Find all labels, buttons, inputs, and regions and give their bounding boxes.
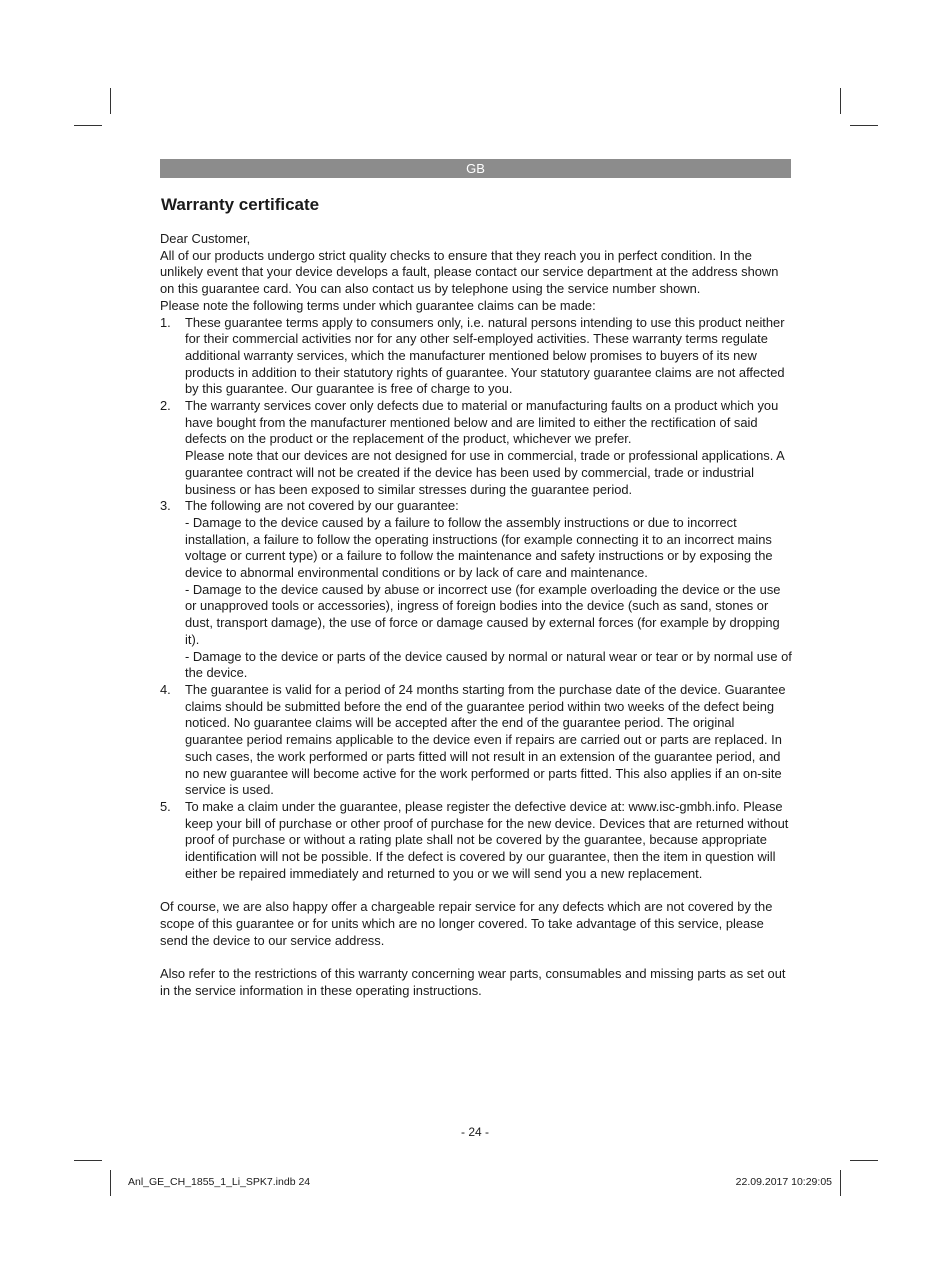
- closing-paragraph: Also refer to the restrictions of this warranty concerning wear parts, consumables and missing parts as set out in the service information in these operating instructions.: [160, 965, 786, 998]
- crop-mark: [850, 1160, 878, 1161]
- item-number: 2.: [160, 398, 171, 414]
- document-body: [160, 231, 792, 999]
- item-paragraph: - Damage to the device or parts of the device caused by normal or natural wear or tear or by normal use of the device.: [185, 648, 792, 681]
- crop-mark: [840, 1170, 841, 1196]
- intro-paragraph: Please note the following terms under which guarantee claims can be made:: [160, 297, 596, 313]
- item-number: 4.: [160, 681, 171, 697]
- crop-mark: [110, 88, 111, 114]
- item-paragraph: To make a claim under the guarantee, please register the defective device at: www.isc-gmbh.info. Please keep your bill of purchase or other proof of purchase for the new device. Devices that are returned without proof of purchase or without a rating plate shall not be covered by the guarantee, because appropriate identification will not be possible. If the defect is covered by our guarantee, then the item in question will either be repaired immediately and returned to you or we will send you a new replacement.: [185, 798, 789, 881]
- closing-paragraph: Of course, we are also happy offer a chargeable repair service for any defects which are not covered by the scope of this guarantee or for units which are no longer covered. To take advantage of this service, please send the device to our service address.: [160, 899, 773, 948]
- terms-item: [160, 682, 792, 799]
- item-paragraph: These guarantee terms apply to consumers only, i.e. natural persons intending to use this product neither for their commercial activities nor for any other self-employed activities. These warranty terms regulate additional warranty services, which the manufacturer mentioned below promises to buyers of its new products in addition to their statutory rights of guarantee. Your statutory guarantee claims are not affected by this guarantee. Our guarantee is free of charge to you.: [185, 314, 785, 397]
- crop-mark: [74, 125, 102, 126]
- terms-item: [160, 799, 792, 883]
- item-paragraph: The warranty services cover only defects due to material or manufacturing faults on a product which you have bought from the manufacturer mentioned below and are limited to either the rectification of said defects on the product or the replacement of the product, whichever we prefer.: [185, 398, 779, 447]
- crop-mark: [840, 88, 841, 114]
- crop-mark: [110, 1170, 111, 1196]
- crop-mark: [74, 1160, 102, 1161]
- terms-item: [160, 398, 792, 498]
- terms-item: [160, 498, 792, 682]
- intro-paragraph: All of our products undergo strict quality checks to ensure that they reach you in perfect condition. In the unlikely event that your device develops a fault, please contact our service department at the address shown on this guarantee card. You can also contact us by telephone using the service number shown.: [160, 247, 779, 297]
- item-paragraph: - Damage to the device caused by abuse or incorrect use (for example overloading the device or the use or unapproved tools or accessories), ingress of foreign bodies into the device (such as sand, stones or dust, transport damage), the use of force or damage caused by external forces (for example by dropping it).: [185, 581, 781, 647]
- footer-filename: Anl_GE_CH_1855_1_Li_SPK7.indb 24: [128, 1176, 311, 1188]
- item-paragraph: - Damage to the device caused by a failure to follow the assembly instructions or due to incorrect installation, a failure to follow the operating instructions (for example connecting it to an incorrect mains voltage or current type) or a failure to follow the maintenance and safety instructions or by exposing the device to abnormal environmental conditions or by lack of care and maintenance.: [185, 514, 773, 581]
- item-number: 5.: [160, 798, 171, 814]
- terms-list: [160, 315, 792, 883]
- item-number: 3.: [160, 498, 171, 514]
- item-paragraph: The following are not covered by our guarantee:: [185, 498, 459, 514]
- crop-mark: [850, 125, 878, 126]
- language-bar: [160, 159, 791, 178]
- page-number: - 24 -: [460, 1125, 489, 1139]
- terms-item: [160, 315, 792, 399]
- salutation: Dear Customer,: [160, 231, 251, 246]
- item-number: 1.: [160, 314, 171, 330]
- item-paragraph: Please note that our devices are not designed for use in commercial, trade or professional applications. A guarantee contract will not be created if the device has been used by commercial, trade or industrial business or has been exposed to similar stresses during the guarantee period.: [185, 448, 785, 497]
- footer-timestamp: 22.09.2017 10:29:05: [735, 1176, 832, 1188]
- language-code: GB: [466, 161, 485, 176]
- page-title: Warranty certificate: [161, 195, 320, 214]
- item-paragraph: The guarantee is valid for a period of 24 months starting from the purchase date of the device. Guarantee claims should be submitted before the end of the guarantee period within two weeks of the defect being noticed. No guarantee claims will be accepted after the end of the guarantee period. The original guarantee period remains applicable to the device even if repairs are carried out or parts are replaced. In such cases, the work performed or parts fitted will not result in an extension of the guarantee period, and no new guarantee will become active for the work performed or parts fitted. This also applies if an on-site service is used.: [185, 681, 786, 798]
